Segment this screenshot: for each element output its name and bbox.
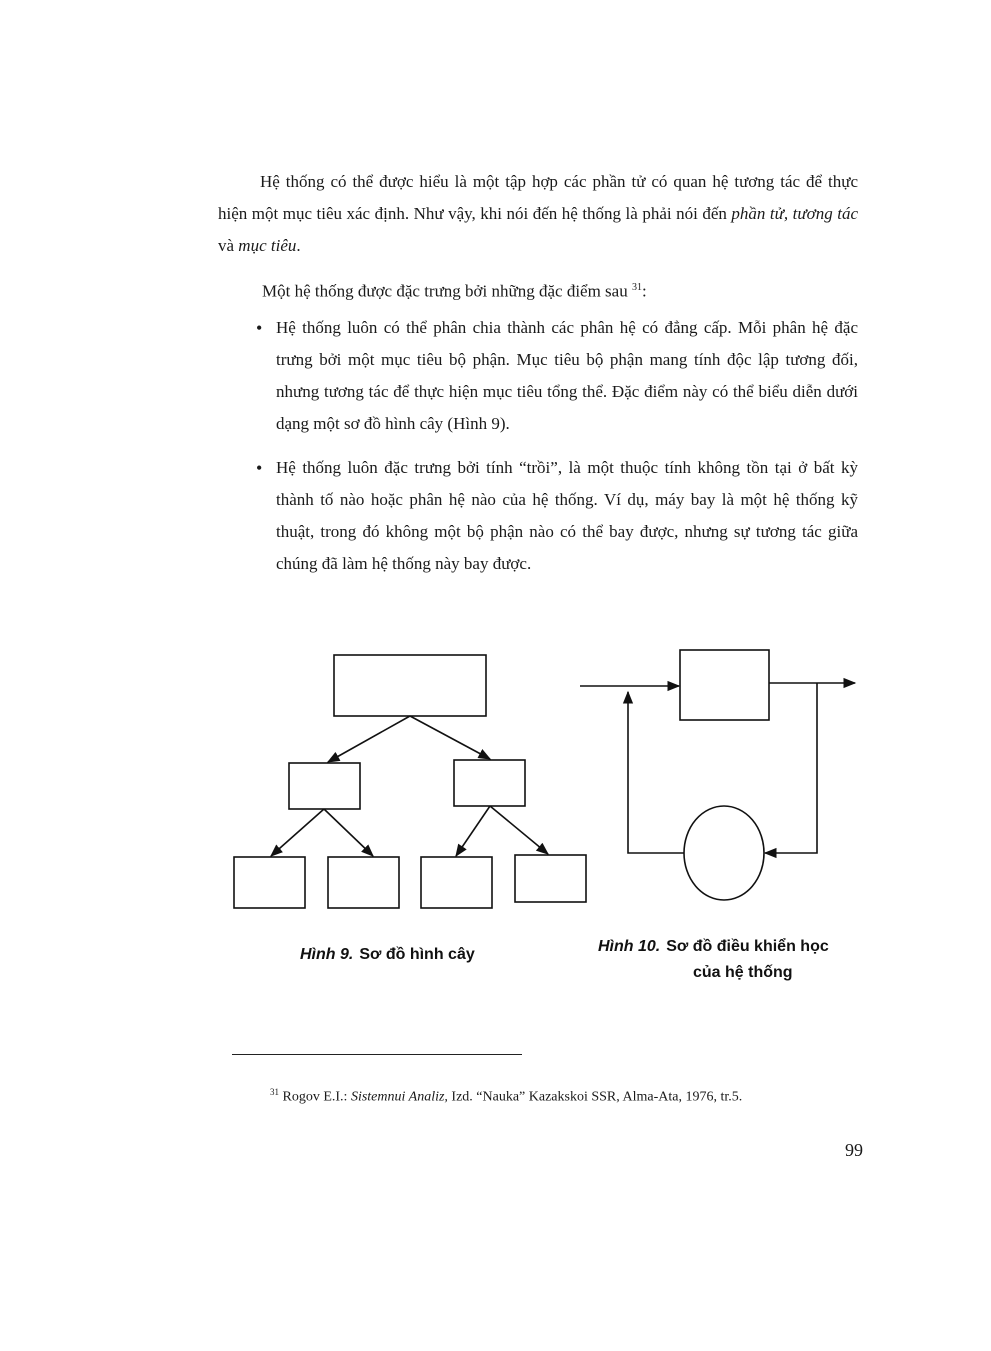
controller-block <box>680 650 769 720</box>
tree-edge <box>410 716 490 759</box>
intro-end: . <box>296 236 301 255</box>
features-intro-end: : <box>641 281 647 301</box>
tree-leaf-node <box>328 857 399 908</box>
tree-level1-left-node <box>289 763 360 809</box>
figure-10-label: Hình 10. <box>598 938 661 955</box>
footnote-details: Izd. “Nauka” Kazakskoi SSR, Alma-Ata, 1976, tr.5. <box>447 1089 743 1105</box>
footnote-author: Rogov E.I.: <box>279 1089 351 1105</box>
figure-10-caption <box>598 934 878 986</box>
figure-9-label: Hình 9. <box>300 946 354 963</box>
tree-edge <box>324 809 373 856</box>
tree-leaf-node <box>234 857 305 908</box>
tree-level1-right-node <box>454 760 525 806</box>
intro-connector: và <box>218 236 239 255</box>
cybernetic-diagram <box>580 650 855 900</box>
footnote-divider <box>232 1054 522 1055</box>
footnote <box>228 1078 860 1112</box>
figure-10-title-line2: của hệ thống <box>693 964 793 981</box>
footnote-number: 31 <box>270 1087 279 1097</box>
figure-9-title: Sơ đồ hình cây <box>359 946 475 963</box>
feedback-path-in <box>765 683 817 853</box>
page-number: 99 <box>845 1140 863 1160</box>
tree-diagram <box>234 655 586 908</box>
feedback-node <box>684 806 764 900</box>
feedback-path-out <box>628 692 684 853</box>
tree-edge <box>456 806 490 856</box>
intro-sentence: Hệ thống có thể được hiểu là một tập hợp các phần tử có quan hệ tương tác để thực hiện một mục tiêu xác định. Như vậy, khi nói đến hệ thống là phải nói đến <box>218 172 858 223</box>
tree-edge <box>271 809 324 856</box>
footnote-reference[interactable]: 31 <box>631 282 642 293</box>
tree-edge <box>490 806 548 854</box>
figure-9-caption <box>300 946 475 964</box>
figure-10-title-line1: Sơ đồ điều khiển học <box>666 938 829 955</box>
features-intro-text: Một hệ thống được đặc trưng bởi những đặc điểm sau <box>262 281 632 301</box>
list-item: • Hệ thống luôn có thể phân chia thành các phân hệ có đẳng cấp. Mỗi phân hệ đặc trưng bởi một mục tiêu bộ phận. Mục tiêu bộ phận mang tính độc lập tương đối, nhưng tương tác để thực hiện mục tiêu tổng thể. Đặc điểm này có thể biểu diễn dưới dạng một sơ đồ hình cây (Hình 9). <box>252 312 858 440</box>
footnote-title: Sistemnui Analiz, <box>350 1089 448 1105</box>
tree-leaf-node <box>515 855 586 902</box>
tree-leaf-node <box>421 857 492 908</box>
list-item: • Hệ thống luôn đặc trưng bởi tính “trồi”, là một thuộc tính không tồn tại ở bất kỳ thành tố nào hoặc phân hệ nào của hệ thống. Ví dụ, máy bay là một hệ thống kỹ thuật, trong đó không một bộ phận nào có thể bay được, nhưng sự tương tác giữa chúng đã làm hệ thống này bay được. <box>252 452 858 580</box>
tree-root-node <box>334 655 486 716</box>
tree-edge <box>328 716 410 762</box>
intro-term-elements: phần tử, tương tác <box>731 204 858 223</box>
intro-term-goal: mục tiêu <box>238 236 297 255</box>
